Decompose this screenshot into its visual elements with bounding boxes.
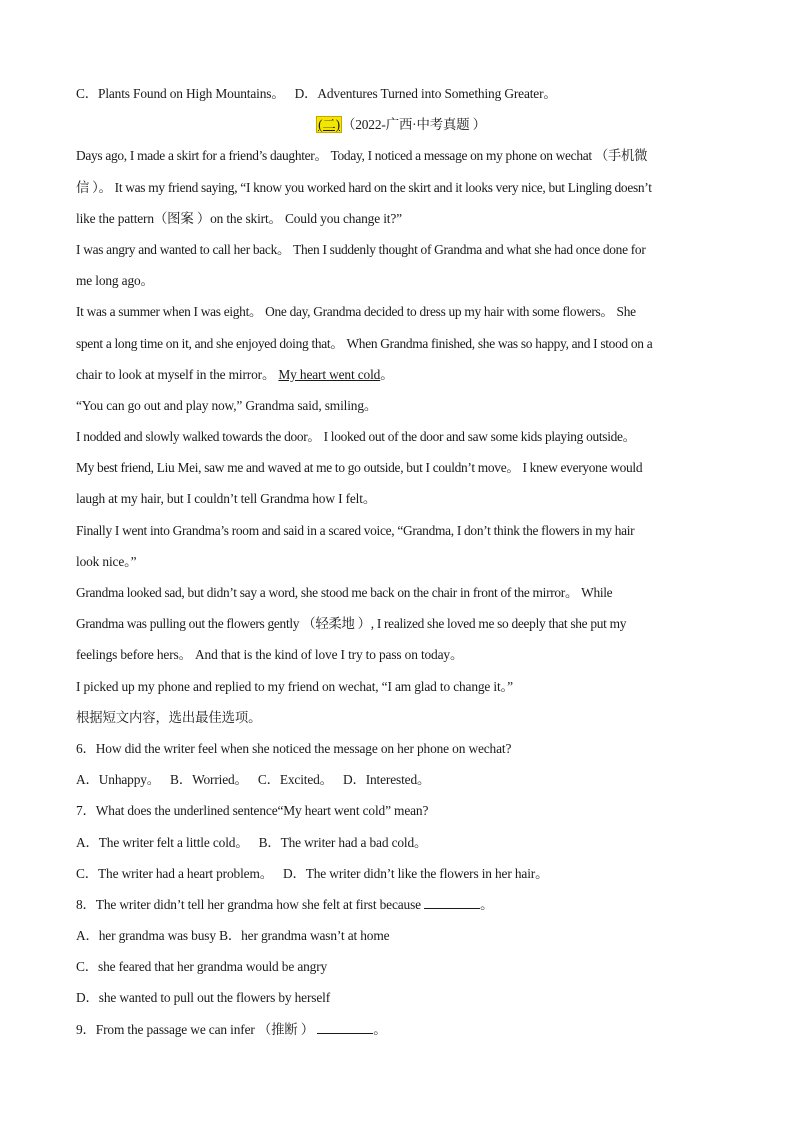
option-b: B．The writer had a bad cold。 [258,834,428,850]
question-stem: 6．How did the writer feel when she noticed the message on her phone on wechat? [76,740,512,756]
instruction: 根据短文内容，选出最佳选项。 [76,709,262,725]
option-a: A．her grandma was busy [76,928,216,944]
passage-line-underlined [76,359,726,390]
passage-line: look nice。” [76,553,137,569]
option-d: D．she wanted to pull out the flowers by herself [76,990,331,1006]
question-options [76,827,726,858]
passage-line: Grandma looked sad, but didn’t say a word, she stood me back on the chair in front of the mirror。 While [76,585,613,600]
question-stem-end: 。 [480,896,494,912]
section-source: （2022-广西·中考真题 ） [341,117,486,133]
section-heading [76,109,726,140]
passage-line: I nodded and slowly walked towards the door。 I looked out of the door and saw some kids playing outside。 [76,429,636,445]
question-stem: 7．What does the underlined sentence“My heart went cold” mean? [76,803,429,819]
option-b: B．her grandma wasn’t at home [219,928,390,944]
option-c: C．The writer had a heart problem。 [76,865,273,881]
option-c: C．Plants Found on High Mountains。 [76,86,285,101]
question-9 [76,1014,726,1045]
option-a: A．Unhappy。 [76,772,161,788]
section-marker: (二) [318,117,340,133]
question-7 [76,795,726,889]
question-stem-text: 8．The writer didn’t tell her grandma how she felt at first because [76,896,421,912]
passage-line: feelings before hers。 And that is the kind of love I try to pass on today。 [76,647,464,663]
passage-line: 信 ）。 It was my friend saying, “I know you worked hard on the skirt and it looks very nice, but Lingling doesn’t [76,179,652,195]
question-6 [76,733,726,795]
option-d: D．The writer didn’t like the flowers in her hair。 [282,865,549,881]
question-options [76,920,726,951]
passage-line: spent a long time on it, and she enjoyed doing that。 When Grandma finished, she was so happy, and I stood on a [76,335,653,351]
previous-options-line [76,78,726,109]
option-a: A．The writer felt a little cold。 [76,834,249,850]
passage-line: Grandma was pulling out the flowers gently （轻柔地 ）, I realized she loved me so deeply that she put my [76,616,627,632]
passage-line: My best friend, Liu Mei, saw me and waved at me to go outside, but I couldn’t move。 I knew everyone would [76,460,643,476]
passage-text: chair to look at myself in the mirror。 [76,366,279,382]
question-stem [76,889,726,920]
passage-line: Finally I went into Grandma’s room and said in a scared voice, “Grandma, I don’t think the flowers in my hair [76,522,635,538]
passage-line: laugh at my hair, but I couldn’t tell Grandma how I felt。 [76,491,377,507]
answer-blank [317,1021,373,1034]
option-c: C．she feared that her grandma would be angry [76,959,328,975]
passage-line: Days ago, I made a skirt for a friend’s daughter。 Today, I noticed a message on my phone on wechat （手机微 [76,148,648,164]
question-stem [76,1014,726,1045]
passage-line: I was angry and wanted to call her back。 Then I suddenly thought of Grandma and what she had once done for [76,241,646,257]
passage-line: I picked up my phone and replied to my friend on wechat, “I am glad to change it。” [76,678,513,694]
passage-line: “You can go out and play now,” Grandma said, smiling。 [76,397,378,413]
answer-blank [424,896,480,909]
passage-line: like the pattern（图案 ）on the skirt。 Could you change it?” [76,210,402,226]
passage-line: It was a summer when I was eight。 One day, Grandma decided to dress up my hair with some flowers。 She [76,304,636,320]
document-page [76,78,726,1045]
question-options [76,858,726,889]
passage [76,140,726,701]
passage-text: 。 [380,366,394,382]
question-stem-text: 9．From the passage we can infer （推断 ） [76,1021,315,1037]
underlined-sentence: My heart went cold [278,366,381,382]
option-b: B．Worried。 [170,772,248,788]
question-stem-end: 。 [373,1021,387,1037]
question-options [76,764,726,795]
option-d: D．Interested。 [342,772,431,788]
option-c: C．Excited。 [257,772,333,788]
question-8 [76,889,726,1014]
option-d: D．Adventures Turned into Something Greater。 [294,86,557,101]
passage-line: me long ago。 [76,273,154,289]
